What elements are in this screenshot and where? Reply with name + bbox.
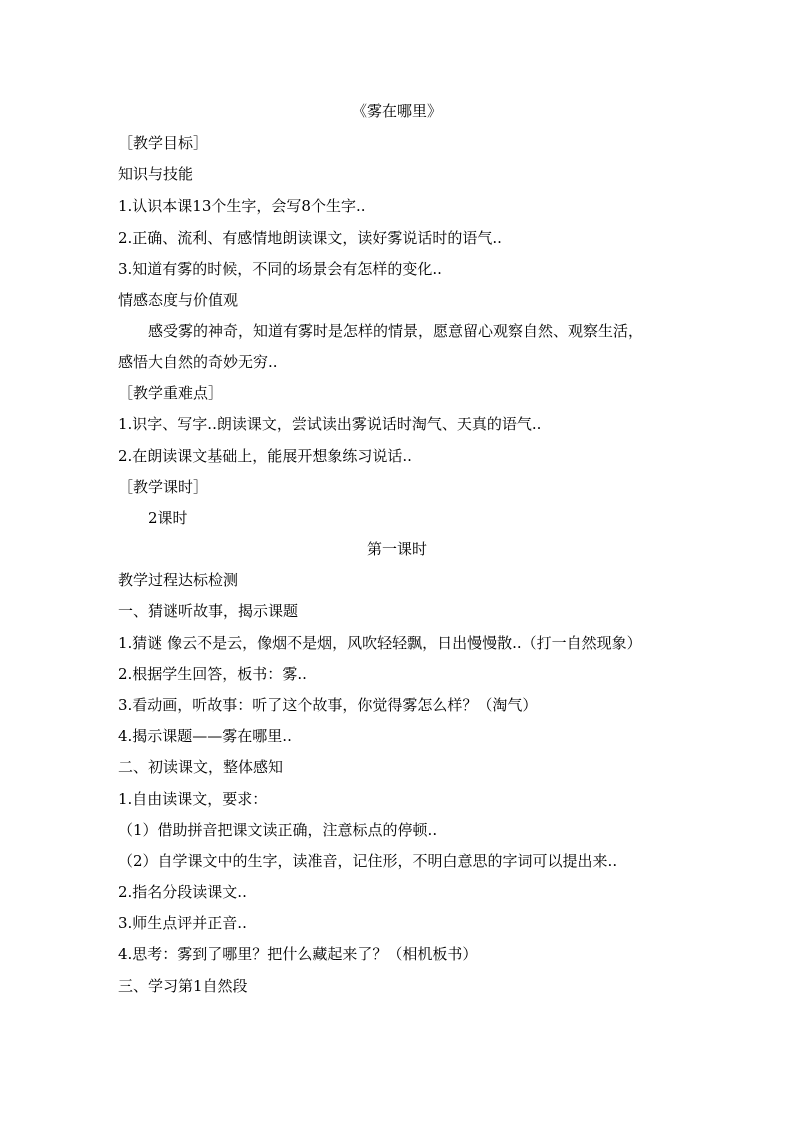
part-two-item-1: 1.自由读课文，要求： xyxy=(118,790,268,808)
part-one-item-3: 3.看动画，听故事：听了这个故事，你觉得雾怎么样？（淘气） xyxy=(118,696,538,714)
part-two-item-3: 3.师生点评并正音.. xyxy=(118,914,247,932)
part-two-subitem-2: （2）自学课文中的生字，读准音，记住形，不明白意思的字词可以提出来.. xyxy=(118,852,618,870)
part-two-heading: 二、初读课文，整体感知 xyxy=(118,758,284,776)
part-one-item-1: 1.猜谜 像云不是云，像烟不是烟，风吹轻轻飘，日出慢慢散..（打一自然现象） xyxy=(118,634,642,652)
section-heading-objectives: ［教学目标］ xyxy=(118,134,209,152)
key-point-item-1: 1.识字、写字..朗读课文，尝试读出雾说话时淘气、天真的语气.. xyxy=(118,415,542,433)
part-two-item-2: 2.指名分段读课文.. xyxy=(118,883,247,901)
key-point-item-2: 2.在朗读课文基础上，能展开想象练习说话.. xyxy=(118,447,412,465)
part-one-heading: 一、猜谜听故事，揭示课题 xyxy=(118,602,299,620)
attitude-paragraph-line-1: 感受雾的神奇，知道有雾时是怎样的情景，愿意留心观察自然、观察生活， xyxy=(148,322,644,340)
document-title: 《雾在哪里》 xyxy=(351,102,442,120)
subheading-knowledge-skills: 知识与技能 xyxy=(118,165,194,183)
part-three-heading: 三、学习第1自然段 xyxy=(118,977,248,995)
subheading-attitude-values: 情感态度与价值观 xyxy=(118,291,239,309)
objective-item-1: 1.认识本课13个生字，会写8个生字.. xyxy=(118,197,366,215)
part-one-item-4: 4.揭示课题——雾在哪里.. xyxy=(118,727,292,745)
objective-item-2: 2.正确、流利、有感情地朗读课文，读好雾说话时的语气.. xyxy=(118,229,502,247)
attitude-paragraph-line-2: 感悟大自然的奇妙无穷.. xyxy=(118,353,278,371)
objective-item-3: 3.知道有雾的时候，不同的场景会有怎样的变化.. xyxy=(118,260,442,278)
part-two-subitem-1: （1）借助拼音把课文读正确，注意标点的停顿.. xyxy=(118,821,438,839)
subheading-teaching-process: 教学过程达标检测 xyxy=(118,571,239,589)
part-two-item-4: 4.思考：雾到了哪里？把什么藏起来了？（相机板书） xyxy=(118,945,478,963)
lesson-one-heading: 第一课时 xyxy=(366,540,427,558)
section-heading-periods: ［教学课时］ xyxy=(118,478,209,496)
part-one-item-2: 2.根据学生回答，板书：雾.. xyxy=(118,665,307,683)
period-count: 2课时 xyxy=(148,509,188,527)
section-heading-key-points: ［教学重难点］ xyxy=(118,384,224,402)
